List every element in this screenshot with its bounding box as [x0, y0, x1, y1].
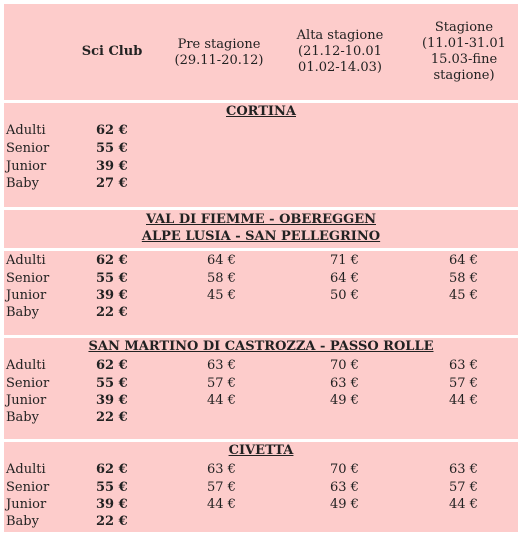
header-pre-line: (29.11-20.12) [174, 53, 264, 68]
alta-stagione-price: 70 € [330, 358, 359, 373]
stagione-price: 45 € [449, 288, 478, 303]
header-alta-line: (21.12-10.01 [298, 44, 382, 59]
sci-club-price: 22 € [96, 410, 128, 425]
category-label: Adulti [6, 253, 46, 268]
stagione-price: 58 € [449, 271, 478, 286]
sci-club-price: 62 € [96, 462, 128, 477]
table-row [4, 140, 518, 157]
table-row [4, 357, 518, 374]
sci-club-price: 55 € [96, 376, 128, 391]
section-title-line: CORTINA [226, 104, 296, 119]
table-row [4, 479, 518, 496]
header-stagione-line: 15.03-fine [430, 52, 498, 67]
header-band [4, 4, 518, 100]
stagione-price: 44 € [449, 497, 478, 512]
section-title-line: ALPE LUSIA - SAN PELLEGRINO [141, 229, 381, 244]
sci-club-price: 55 € [96, 141, 128, 156]
sci-club-price: 39 € [96, 393, 128, 408]
table-row [4, 287, 518, 304]
stagione-price: 63 € [449, 358, 478, 373]
section-title-san-martino [4, 338, 518, 356]
sci-club-price: 22 € [96, 514, 128, 529]
sci-club-price: 39 € [96, 497, 128, 512]
sci-club-price: 55 € [96, 271, 128, 286]
header-stagione-line: Stagione [434, 20, 494, 35]
table-row [4, 122, 518, 139]
header-stagione [414, 20, 514, 84]
header-alta-line: 01.02-14.03) [298, 60, 382, 75]
section-title-line: CIVETTA [228, 443, 294, 458]
section-rows-civetta [4, 460, 518, 532]
sci-club-price: 55 € [96, 480, 128, 495]
alta-stagione-price: 49 € [330, 393, 359, 408]
alta-stagione-price: 49 € [330, 497, 359, 512]
section-title-val-di-fiemme [4, 210, 518, 248]
header-stagione-line: stagione) [433, 68, 495, 83]
section-rows-cortina [4, 121, 518, 207]
category-label: Junior [6, 159, 47, 174]
sci-club-price: 62 € [96, 123, 128, 138]
header-sci-club: Sci Club [81, 44, 143, 59]
category-label: Baby [6, 410, 39, 425]
section-rows-val-di-fiemme [4, 251, 518, 335]
sci-club-price: 39 € [96, 288, 128, 303]
sci-club-price: 62 € [96, 358, 128, 373]
alta-stagione-price: 71 € [330, 253, 359, 268]
header-pre-stagione [164, 37, 274, 69]
header-pre-line: Pre stagione [177, 37, 261, 52]
category-label: Junior [6, 393, 47, 408]
table-row [4, 461, 518, 478]
header-stagione-line: (11.01-31.01 [422, 36, 506, 51]
stagione-price: 44 € [449, 393, 478, 408]
table-row [4, 270, 518, 287]
table-row [4, 304, 518, 321]
pre-stagione-price: 57 € [207, 376, 236, 391]
table-row [4, 375, 518, 392]
category-label: Adulti [6, 123, 46, 138]
category-label: Junior [6, 288, 47, 303]
category-label: Baby [6, 514, 39, 529]
sci-club-price: 39 € [96, 159, 128, 174]
pre-stagione-price: 44 € [207, 393, 236, 408]
table-row [4, 409, 518, 426]
category-label: Senior [6, 141, 50, 156]
table-row [4, 513, 518, 530]
section-title-cortina [4, 103, 518, 121]
section-rows-san-martino [4, 356, 518, 439]
stagione-price: 57 € [449, 376, 478, 391]
category-label: Adulti [6, 358, 46, 373]
section-title-line: SAN MARTINO DI CASTROZZA - PASSO ROLLE [88, 339, 434, 354]
sci-club-price: 27 € [96, 176, 128, 191]
sci-club-price: 62 € [96, 253, 128, 268]
category-label: Senior [6, 271, 50, 286]
header-alta-line: Alta stagione [296, 28, 384, 43]
alta-stagione-price: 64 € [330, 271, 359, 286]
alta-stagione-price: 50 € [330, 288, 359, 303]
category-label: Senior [6, 480, 50, 495]
pre-stagione-price: 58 € [207, 271, 236, 286]
category-label: Baby [6, 176, 39, 191]
category-label: Junior [6, 497, 47, 512]
alta-stagione-price: 70 € [330, 462, 359, 477]
sci-club-price: 22 € [96, 305, 128, 320]
pre-stagione-price: 45 € [207, 288, 236, 303]
category-label: Adulti [6, 462, 46, 477]
pre-stagione-price: 64 € [207, 253, 236, 268]
table-row [4, 392, 518, 409]
alta-stagione-price: 63 € [330, 480, 359, 495]
pre-stagione-price: 44 € [207, 497, 236, 512]
section-title-line: VAL DI FIEMME - OBEREGGEN [146, 212, 376, 227]
stagione-price: 63 € [449, 462, 478, 477]
stagione-price: 64 € [449, 253, 478, 268]
alta-stagione-price: 63 € [330, 376, 359, 391]
section-title-civetta [4, 442, 518, 460]
pre-stagione-price: 63 € [207, 358, 236, 373]
table-row [4, 252, 518, 269]
header-alta-stagione [284, 28, 396, 76]
category-label: Baby [6, 305, 39, 320]
category-label: Senior [6, 376, 50, 391]
table-row [4, 158, 518, 175]
pre-stagione-price: 63 € [207, 462, 236, 477]
table-row [4, 175, 518, 192]
stagione-price: 57 € [449, 480, 478, 495]
table-row [4, 496, 518, 513]
pre-stagione-price: 57 € [207, 480, 236, 495]
